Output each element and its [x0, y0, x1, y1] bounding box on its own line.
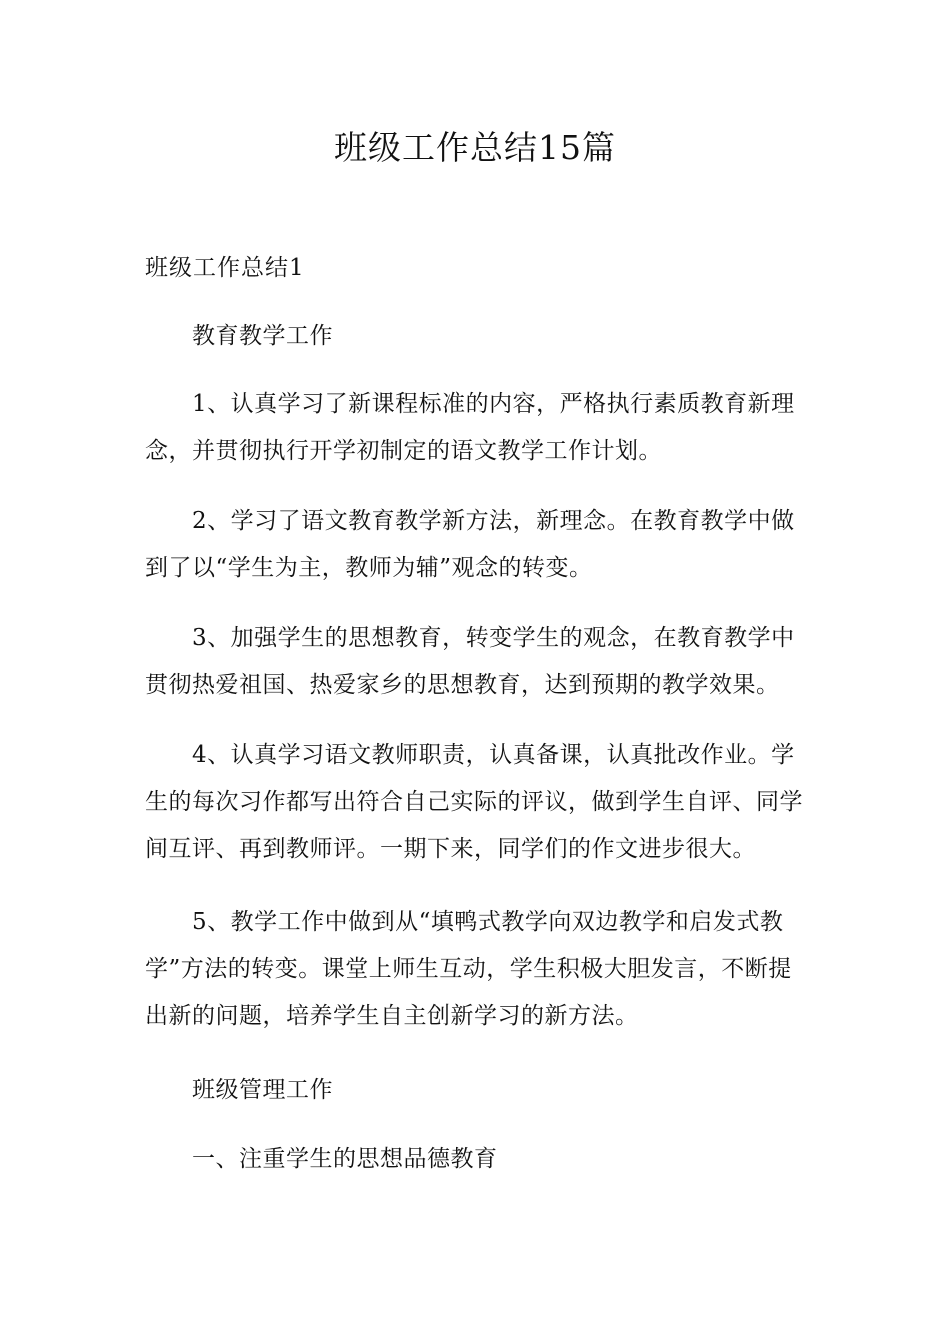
paragraph-2: [145, 503, 810, 597]
paragraph-line: 4、认真学习语文教师职责，认真备课，认真批改作业。学: [192, 742, 795, 768]
subheading-management: 班级管理工作: [192, 1077, 333, 1103]
paragraph-line: 生的每次习作都写出符合自己实际的评议，做到学生自评、同学: [145, 789, 803, 815]
paragraph-1: [145, 386, 810, 480]
paragraph-line: 到了以“学生为主，教师为辅”观念的转变。: [145, 555, 593, 581]
document-title: 班级工作总结15篇: [334, 128, 616, 167]
paragraph-line: 间互评、再到教师评。一期下来，同学们的作文进步很大。: [145, 836, 756, 862]
paragraph-line: 出新的问题，培养学生自主创新学习的新方法。: [145, 1003, 639, 1029]
paragraph-4: [145, 737, 810, 878]
paragraph-line: 1、认真学习了新课程标准的内容，严格执行素质教育新理: [192, 391, 795, 417]
section-heading: 班级工作总结1: [145, 255, 305, 281]
subheading-moral: 一、注重学生的思想品德教育: [192, 1146, 498, 1172]
paragraph-line: 3、加强学生的思想教育，转变学生的观念，在教育教学中: [192, 625, 795, 651]
paragraph-line: 2、学习了语文教育教学新方法，新理念。在教育教学中做: [192, 508, 795, 534]
paragraph-line: 5、教学工作中做到从“填鸭式教学向双边教学和启发式教: [192, 909, 784, 935]
subheading-teaching: 教育教学工作: [192, 323, 333, 349]
paragraph-line: 贯彻热爱祖国、热爱家乡的思想教育，达到预期的教学效果。: [145, 672, 780, 698]
paragraph-3: [145, 620, 810, 714]
paragraph-5: [145, 904, 810, 1045]
paragraph-line: 学”方法的转变。课堂上师生互动，学生积极大胆发言，不断提: [145, 956, 792, 982]
paragraph-line: 念，并贯彻执行开学初制定的语文教学工作计划。: [145, 438, 662, 464]
